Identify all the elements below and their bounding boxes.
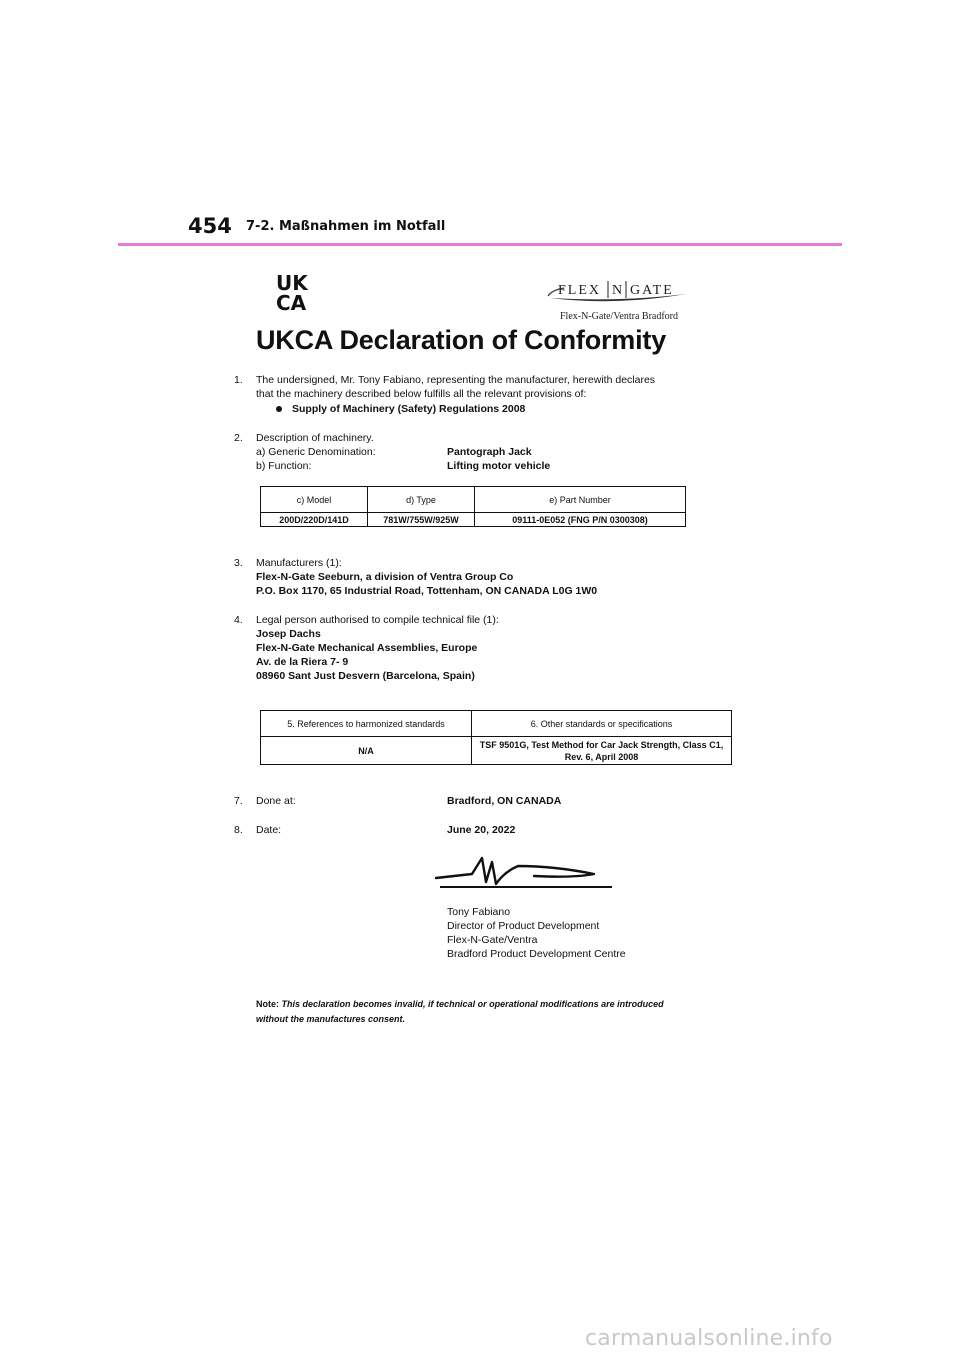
standards-table [260, 710, 732, 765]
item-8-value: June 20, 2022 [447, 824, 516, 836]
item-2-heading: Description of machinery. [256, 432, 374, 444]
header-part-number: e) Part Number [475, 487, 686, 513]
header-other-standards: 6. Other standards or specifications [472, 711, 732, 737]
cell-other-standards-line-2: Rev. 6, April 2008 [564, 751, 639, 762]
footer-watermark[interactable]: carmanualsonline.info [585, 1326, 833, 1351]
note-line-2: without the manufactures consent. [256, 1014, 406, 1024]
item-1-line-1: The undersigned, Mr. Tony Fabiano, representing the manufacturer, herewith declares [256, 374, 656, 386]
item-8-label: Date: [256, 824, 282, 836]
cell-part-number: 09111-0E052 (FNG P/N 0300308) [475, 513, 686, 527]
item-2a-value: Pantograph Jack [447, 446, 532, 458]
declaration-note [256, 997, 726, 1027]
item-8-number: 8. [234, 824, 243, 836]
item-4-heading: Legal person authorised to compile technical file (1): [256, 614, 499, 626]
cell-model: 200D/220D/141D [261, 513, 368, 527]
signature-stroke [436, 858, 594, 884]
machinery-table-header-row [261, 487, 686, 513]
signatory-role: Director of Product Development [447, 920, 600, 932]
standards-table-header-row [261, 711, 732, 737]
note-label: Note: [256, 999, 279, 1009]
item-3-number: 3. [234, 557, 243, 569]
item-3-line-2: P.O. Box 1170, 65 Industrial Road, Tottenham, ON CANADA L0G 1W0 [256, 585, 598, 597]
table-row [261, 737, 732, 765]
note-line-1: This declaration becomes invalid, if technical or operational modifications are introduced [281, 999, 664, 1009]
item-2b-label: b) Function: [256, 460, 312, 472]
logo-text-gate: GATE [630, 283, 674, 298]
item-2b-value: Lifting motor vehicle [447, 460, 551, 472]
cell-type: 781W/755W/925W [368, 513, 475, 527]
item-7-value: Bradford, ON CANADA [447, 795, 562, 807]
cell-harmonized-standards: N/A [261, 737, 472, 765]
flex-logo-subtitle: Flex-N-Gate/Ventra Bradford [560, 311, 679, 322]
ukca-line-1: UK [276, 272, 308, 295]
item-2-number: 2. [234, 432, 243, 444]
item-1-line-2: that the machinery described below fulfills all the relevant provisions of: [256, 388, 587, 400]
logo-text-flex: FLEX [558, 283, 601, 298]
ukca-mark-logo [276, 272, 316, 312]
cell-other-standards [472, 737, 732, 765]
header-rule [118, 243, 842, 246]
item-4-line-1: Josep Dachs [256, 628, 321, 640]
item-4-line-3: Av. de la Riera 7- 9 [256, 656, 349, 668]
item-1-bullet-text: Supply of Machinery (Safety) Regulations 2008 [292, 403, 526, 415]
item-4-line-4: 08960 Sant Just Desvern (Barcelona, Spain) [256, 670, 475, 682]
section-title: 7-2. Maßnahmen im Notfall [246, 219, 446, 234]
item-4-number: 4. [234, 614, 243, 626]
item-7-label: Done at: [256, 795, 296, 807]
cell-other-standards-line-1: TSF 9501G, Test Method for Car Jack Strength, Class C1, [479, 739, 724, 750]
page-number: 454 [188, 214, 232, 238]
bullet-dot-icon [276, 406, 282, 412]
header-model: c) Model [261, 487, 368, 513]
ukca-line-2: CA [276, 291, 307, 312]
header-type: d) Type [368, 487, 475, 513]
document-title: UKCA Declaration of Conformity [256, 325, 667, 355]
item-3-heading: Manufacturers (1): [256, 557, 342, 569]
item-4-line-2: Flex-N-Gate Mechanical Assemblies, Europe [256, 642, 478, 654]
signatory-name: Tony Fabiano [447, 906, 511, 918]
header-harmonized-standards: 5. References to harmonized standards [261, 711, 472, 737]
item-1-number: 1. [234, 374, 243, 386]
signatory-department: Bradford Product Development Centre [447, 948, 626, 960]
signature-image [434, 852, 614, 892]
item-2a-label: a) Generic Denomination: [256, 446, 376, 458]
table-row [261, 513, 686, 527]
item-1-bullet [276, 402, 525, 416]
item-3-line-1: Flex-N-Gate Seeburn, a division of Ventra Group Co [256, 571, 514, 583]
machinery-table [260, 486, 686, 527]
signatory-company: Flex-N-Gate/Ventra [447, 934, 538, 946]
logo-text-n: N [612, 283, 623, 298]
item-7-number: 7. [234, 795, 243, 807]
flex-n-gate-logo [546, 276, 696, 310]
